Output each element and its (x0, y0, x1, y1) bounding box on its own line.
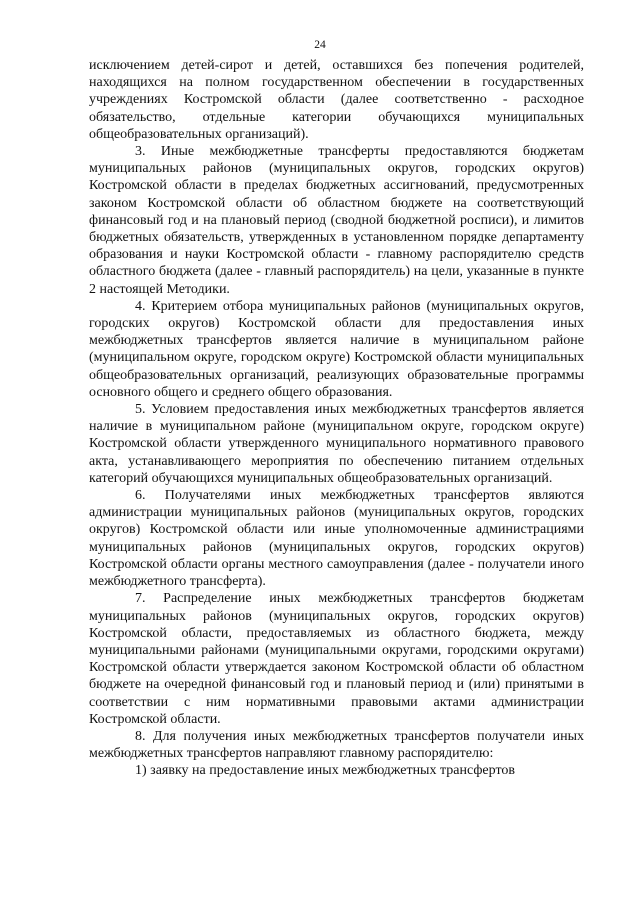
paragraph-continuation: исключением детей-сирот и детей, оставшихся без попечения родителей, находящихся на полном государственном обеспечении в государственных учреждениях Костромской области (далее соответственно - расходное обязательство, отдельные категории обучающихся муниципальных общеобразовательных организаций). (89, 58, 584, 142)
paragraph-item-3: 3. Иные межбюджетные трансферты предоставляются бюджетам муниципальных районов (муниципальных округов, городских округов) Костромской области в пределах бюджетных ассигнований, предусмотренных законом Костромской области об областном бюджете на соответствующий финансовый год и на плановый период (сводной бюджетной росписи), и лимитов бюджетных обязательств, утвержденных в установленном порядке департаменту образования и науки Костромской области - главному распорядителю средств областного бюджета (далее - главный распорядитель) на цели, указанные в пункте 2 настоящей Методики. (89, 144, 584, 297)
paragraph-item-6: 6. Получателями иных межбюджетных трансфертов являются администрации муниципальных районов (муниципальных округов, городских округов) Костромской области или иные уполномоченные администрациями муниципальных районов (муниципальных округов, городских округов) Костромской области органы местного самоуправления (далее - получатели иного межбюджетного трансферта). (89, 488, 584, 590)
paragraph-item-7: 7. Распределение иных межбюджетных трансфертов бюджетам муниципальных районов (муниципальных округов, городских округов) Костромской области, предоставляемых из областного бюджета, между муниципальными районами (муниципальными округами, городскими округами) Костромской области утверждается законом Костромской области об областном бюджете на очередной финансовый год и плановый период и (или) принятыми в соответствии с ним нормативными правовыми актами администрации Костромской области. (89, 591, 584, 727)
page-number: 24 (314, 39, 326, 51)
paragraph-item-5: 5. Условием предоставления иных межбюджетных трансфертов является наличие в муниципальном районе (муниципальном округе, городском округе) Костромской области утвержденного муниципального нормативного правового акта, устанавливающего мероприятия по обеспечению питанием отдельных категорий обучающихся муниципальных общеобразовательных организаций. (89, 402, 584, 486)
paragraph-item-4: 4. Критерием отбора муниципальных районов (муниципальных округов, городских округов) Костромской области для предоставления иных межбюджетных трансфертов является наличие в муниципальном районе (муниципальном округе, городском округе) Костромской области муниципальных общеобразовательных организаций, реализующих образовательные программы основного общего и среднего общего образования. (89, 298, 584, 400)
paragraph-item-8: 8. Для получения иных межбюджетных трансфертов получатели иных межбюджетных трансфертов направляют главному распорядителю: (89, 728, 584, 762)
document-body (89, 57, 584, 780)
paragraph-subitem-1: 1) заявку на предоставление иных межбюджетных трансфертов (135, 763, 515, 779)
